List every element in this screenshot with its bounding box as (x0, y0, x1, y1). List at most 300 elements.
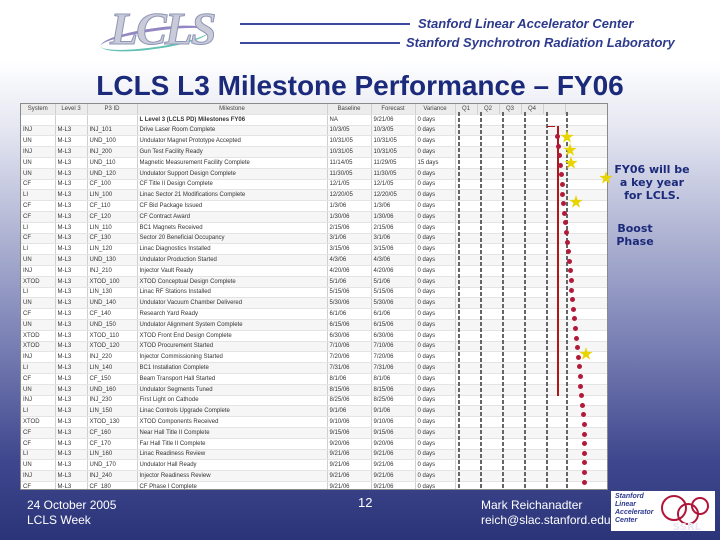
row-baseline: 7/10/06 (327, 341, 371, 352)
timeline-cell (565, 384, 607, 395)
row-variance: 0 days (415, 168, 455, 179)
row-p3-id: XTOD_110 (87, 330, 137, 341)
row-baseline: 9/21/06 (327, 460, 371, 471)
row-system: UN (21, 136, 55, 147)
milestone-marker (571, 307, 576, 312)
row-milestone: Injector Commissioning Started (137, 352, 327, 363)
row-variance: 0 days (415, 319, 455, 330)
footer-event: LCLS Week (27, 513, 91, 527)
row-variance: 0 days (415, 222, 455, 233)
milestone-marker (582, 451, 587, 456)
row-milestone: Undulator Segments Tuned (137, 384, 327, 395)
lcls-logo: LCLS (110, 3, 215, 54)
row-baseline: 9/1/06 (327, 406, 371, 417)
row-variance: 0 days (415, 125, 455, 136)
institution-line-2: Stanford Synchrotron Radiation Laboratory (406, 35, 675, 50)
row-system: XTOD (21, 276, 55, 287)
row-milestone: CF Contract Award (137, 211, 327, 222)
row-baseline: 5/15/06 (327, 287, 371, 298)
row-level: M-L3 (55, 417, 87, 428)
row-forecast: 10/31/05 (371, 136, 415, 147)
table-row[interactable] (21, 157, 607, 168)
row-level: M-L3 (55, 341, 87, 352)
row-p3-id: CF_160 (87, 427, 137, 438)
table-row[interactable] (21, 298, 607, 309)
row-level: M-L3 (55, 244, 87, 255)
row-milestone: Linac Diagnostics Installed (137, 244, 327, 255)
table-row[interactable] (21, 384, 607, 395)
table-row[interactable] (21, 276, 607, 287)
table-row[interactable] (21, 255, 607, 266)
row-milestone: Beam Transport Hall Started (137, 373, 327, 384)
row-system: INJ (21, 352, 55, 363)
row-forecast: 9/21/06 (371, 481, 415, 490)
milestone-marker (576, 355, 581, 360)
row-system: INJ (21, 265, 55, 276)
milestone-marker (557, 153, 562, 158)
table-row[interactable] (21, 265, 607, 276)
row-baseline: 8/1/06 (327, 373, 371, 384)
row-forecast: 9/21/06 (371, 460, 415, 471)
row-system: LI (21, 222, 55, 233)
row-milestone: CF Bid Package Issued (137, 201, 327, 212)
table-row[interactable] (21, 147, 607, 158)
row-forecast: 1/30/06 (371, 211, 415, 222)
table-row[interactable] (21, 211, 607, 222)
row-p3-id: CF_140 (87, 309, 137, 320)
table-row[interactable] (21, 438, 607, 449)
row-milestone: Linac Sector 21 Modifications Complete (137, 190, 327, 201)
footer-date: 24 October 2005 (27, 498, 117, 512)
row-system: UN (21, 384, 55, 395)
row-baseline: 11/30/05 (327, 168, 371, 179)
row-variance: 0 days (415, 309, 455, 320)
summary-row[interactable] (21, 114, 607, 125)
row-variance: 0 days (415, 255, 455, 266)
row-level: M-L3 (55, 319, 87, 330)
table-row[interactable] (21, 136, 607, 147)
row-milestone: BC1 Installation Complete (137, 363, 327, 374)
row-system: XTOD (21, 330, 55, 341)
row-p3-id: LIN_160 (87, 449, 137, 460)
header-rule-bottom (240, 42, 400, 44)
col-milestone[interactable]: Milestone (137, 104, 327, 114)
row-system: LI (21, 363, 55, 374)
col-system[interactable]: System (21, 104, 55, 114)
milestone-marker (582, 422, 587, 427)
row-baseline: 4/20/06 (327, 265, 371, 276)
timeline-cell (565, 211, 607, 222)
gantt-dashed-line (502, 112, 504, 489)
timeline-cell (565, 125, 607, 136)
milestone-marker (573, 326, 578, 331)
row-level: M-L3 (55, 287, 87, 298)
row-baseline: 6/1/06 (327, 309, 371, 320)
row-level: M-L3 (55, 373, 87, 384)
col-q3: Q3 (499, 104, 521, 114)
milestone-marker (564, 230, 569, 235)
row-baseline: 9/21/06 (327, 481, 371, 490)
row-system: LI (21, 406, 55, 417)
presenter-email[interactable]: reich@slac.stanford.edu (481, 513, 611, 527)
table-row[interactable] (21, 168, 607, 179)
milestone-marker (582, 480, 587, 485)
milestone-marker (575, 345, 580, 350)
fy06-callout: FY06 will be a key year for LCLS. (614, 163, 690, 202)
col-forecast[interactable]: Forecast (371, 104, 415, 114)
row-variance: 0 days (415, 330, 455, 341)
row-level: M-L3 (55, 352, 87, 363)
row-baseline: 6/15/06 (327, 319, 371, 330)
row-system: INJ (21, 125, 55, 136)
row-baseline: 12/1/05 (327, 179, 371, 190)
table-row[interactable] (21, 125, 607, 136)
row-level: M-L3 (55, 471, 87, 482)
milestone-schedule-table (20, 103, 608, 490)
row-p3-id: INJ_230 (87, 395, 137, 406)
row-milestone: Linac Controls Upgrade Complete (137, 406, 327, 417)
row-forecast: 9/21/06 (371, 471, 415, 482)
row-p3-id: LIN_130 (87, 287, 137, 298)
row-milestone: Linac RF Stations Installed (137, 287, 327, 298)
table-row[interactable] (21, 244, 607, 255)
row-p3-id: XTOD_130 (87, 417, 137, 428)
row-p3-id: INJ_220 (87, 352, 137, 363)
row-level: M-L3 (55, 438, 87, 449)
row-variance: 0 days (415, 341, 455, 352)
timeline-cell (565, 136, 607, 147)
timeline-cell (565, 319, 607, 330)
row-milestone: Undulator Production Started (137, 255, 327, 266)
col-p3-id[interactable]: P3 ID (87, 104, 137, 114)
row-system: INJ (21, 147, 55, 158)
row-forecast: 10/31/05 (371, 147, 415, 158)
row-baseline: 8/15/06 (327, 384, 371, 395)
col-variance[interactable]: Variance (415, 104, 455, 114)
gantt-dashed-line (458, 112, 460, 489)
row-level: M-L3 (55, 136, 87, 147)
row-system: INJ (21, 471, 55, 482)
schedule-body (21, 114, 607, 490)
milestone-marker (578, 374, 583, 379)
row-milestone: XTOD Conceptual Design Complete (137, 276, 327, 287)
row-milestone: Magnetic Measurement Facility Complete (137, 157, 327, 168)
milestone-marker (556, 144, 561, 149)
row-milestone: Research Yard Ready (137, 309, 327, 320)
table-row[interactable] (21, 417, 607, 428)
row-milestone: Undulator Alignment System Complete (137, 319, 327, 330)
row-p3-id: CF_170 (87, 438, 137, 449)
row-baseline: 11/14/05 (327, 157, 371, 168)
row-milestone: Far Hall Title II Complete (137, 438, 327, 449)
row-milestone: Gun Test Facility Ready (137, 147, 327, 158)
col-gantt-b (565, 104, 607, 114)
row-variance: 0 days (415, 265, 455, 276)
row-milestone: XTOD Procurement Started (137, 341, 327, 352)
row-forecast: 5/1/06 (371, 276, 415, 287)
gantt-dashed-line (566, 112, 568, 489)
row-p3-id: UND_140 (87, 298, 137, 309)
row-level: M-L3 (55, 190, 87, 201)
gantt-dashed-line (546, 112, 548, 489)
row-level: M-L3 (55, 406, 87, 417)
table-row[interactable] (21, 363, 607, 374)
row-forecast: 12/1/05 (371, 179, 415, 190)
row-p3-id: INJ_101 (87, 125, 137, 136)
row-variance: 15 days (415, 157, 455, 168)
timeline-cell (565, 395, 607, 406)
summary-forecast: 9/21/06 (371, 114, 415, 125)
row-level: M-L3 (55, 481, 87, 490)
row-p3-id: XTOD_100 (87, 276, 137, 287)
row-variance: 0 days (415, 395, 455, 406)
row-variance: 0 days (415, 276, 455, 287)
row-level: M-L3 (55, 330, 87, 341)
row-level: M-L3 (55, 449, 87, 460)
timeline-cell (565, 114, 607, 125)
row-forecast: 6/1/06 (371, 309, 415, 320)
table-row[interactable] (21, 309, 607, 320)
milestone-marker (558, 163, 563, 168)
milestone-marker (565, 240, 570, 245)
milestone-marker (566, 249, 571, 254)
row-forecast: 10/3/05 (371, 125, 415, 136)
row-baseline: 1/3/06 (327, 201, 371, 212)
row-level: M-L3 (55, 395, 87, 406)
row-level: M-L3 (55, 179, 87, 190)
row-forecast: 7/20/06 (371, 352, 415, 363)
row-system: CF (21, 211, 55, 222)
row-system: LI (21, 449, 55, 460)
row-variance: 0 days (415, 147, 455, 158)
table-row[interactable] (21, 319, 607, 330)
slide-header (0, 0, 720, 62)
summary-baseline: NA (327, 114, 371, 125)
row-forecast: 8/25/06 (371, 395, 415, 406)
row-level: M-L3 (55, 222, 87, 233)
row-level: M-L3 (55, 125, 87, 136)
row-milestone: Sector 20 Beneficial Occupancy (137, 233, 327, 244)
table-row[interactable] (21, 373, 607, 384)
row-milestone: Linac Readiness Review (137, 449, 327, 460)
table-row[interactable] (21, 481, 607, 490)
row-system: LI (21, 190, 55, 201)
row-forecast: 1/3/06 (371, 201, 415, 212)
summary-system (21, 114, 55, 125)
table-row[interactable] (21, 341, 607, 352)
row-forecast: 9/1/06 (371, 406, 415, 417)
milestone-marker (555, 134, 560, 139)
row-level: M-L3 (55, 298, 87, 309)
row-baseline: 10/31/05 (327, 147, 371, 158)
row-p3-id: CF_130 (87, 233, 137, 244)
row-system: UN (21, 319, 55, 330)
milestone-marker (580, 403, 585, 408)
col-baseline[interactable]: Baseline (327, 104, 371, 114)
summary-variance: 0 days (415, 114, 455, 125)
timeline-cell (565, 363, 607, 374)
timeline-cell (565, 201, 607, 212)
table-row[interactable] (21, 233, 607, 244)
row-forecast: 11/29/05 (371, 157, 415, 168)
row-level: M-L3 (55, 363, 87, 374)
row-system: XTOD (21, 341, 55, 352)
row-variance: 0 days (415, 471, 455, 482)
row-forecast: 9/10/06 (371, 417, 415, 428)
row-variance: 0 days (415, 417, 455, 428)
page-number: 12 (358, 495, 373, 510)
row-level: M-L3 (55, 309, 87, 320)
row-system: LI (21, 287, 55, 298)
table-row[interactable] (21, 222, 607, 233)
ssrl-ring-icon (691, 497, 709, 515)
table-row[interactable] (21, 287, 607, 298)
slide-title: LCLS L3 Milestone Performance – FY06 (96, 70, 624, 101)
row-baseline: 3/15/06 (327, 244, 371, 255)
row-variance: 0 days (415, 384, 455, 395)
row-p3-id: XTOD_120 (87, 341, 137, 352)
table-row[interactable] (21, 201, 607, 212)
timeline-cell (565, 168, 607, 179)
schedule-header-row (21, 104, 607, 114)
row-milestone: Injector Vault Ready (137, 265, 327, 276)
table-row[interactable] (21, 352, 607, 363)
col-q2: Q2 (477, 104, 499, 114)
row-variance: 0 days (415, 244, 455, 255)
row-baseline: 3/1/06 (327, 233, 371, 244)
table-row[interactable] (21, 406, 607, 417)
row-baseline: 9/15/06 (327, 427, 371, 438)
row-variance: 0 days (415, 211, 455, 222)
table-row[interactable] (21, 460, 607, 471)
row-variance: 0 days (415, 460, 455, 471)
row-forecast: 12/20/05 (371, 190, 415, 201)
row-p3-id: INJ_210 (87, 265, 137, 276)
row-forecast: 7/10/06 (371, 341, 415, 352)
row-level: M-L3 (55, 384, 87, 395)
row-system: INJ (21, 395, 55, 406)
row-milestone: Undulator Hall Ready (137, 460, 327, 471)
table-row[interactable] (21, 190, 607, 201)
row-baseline: 6/30/06 (327, 330, 371, 341)
row-variance: 0 days (415, 449, 455, 460)
row-level: M-L3 (55, 427, 87, 438)
milestone-marker (582, 432, 587, 437)
row-forecast: 9/15/06 (371, 427, 415, 438)
timeline-cell (565, 406, 607, 417)
status-date-tick (547, 126, 555, 127)
row-baseline: 5/1/06 (327, 276, 371, 287)
row-milestone: First Light on Cathode (137, 395, 327, 406)
row-system: LI (21, 244, 55, 255)
row-forecast: 6/15/06 (371, 319, 415, 330)
row-p3-id: UND_170 (87, 460, 137, 471)
header-rule-top (240, 23, 410, 25)
table-row[interactable] (21, 395, 607, 406)
row-p3-id: INJ_240 (87, 471, 137, 482)
row-system: CF (21, 309, 55, 320)
row-forecast: 4/20/06 (371, 265, 415, 276)
milestone-marker (567, 259, 572, 264)
row-variance: 0 days (415, 352, 455, 363)
row-milestone: Undulator Vacuum Chamber Delivered (137, 298, 327, 309)
summary-id (87, 114, 137, 125)
row-p3-id: UND_130 (87, 255, 137, 266)
row-baseline: 8/25/06 (327, 395, 371, 406)
summary-milestone: L Level 3 (LCLS PD) Milestones FY06 (137, 114, 327, 125)
row-baseline: 9/10/06 (327, 417, 371, 428)
row-level: M-L3 (55, 168, 87, 179)
row-variance: 0 days (415, 136, 455, 147)
row-forecast: 9/21/06 (371, 449, 415, 460)
row-milestone: Undulator Support Design Complete (137, 168, 327, 179)
table-row[interactable] (21, 449, 607, 460)
table-row[interactable] (21, 471, 607, 482)
row-milestone: Injector Readiness Review (137, 471, 327, 482)
gantt-dashed-line (480, 112, 482, 489)
row-variance: 0 days (415, 233, 455, 244)
row-system: CF (21, 438, 55, 449)
row-level: M-L3 (55, 460, 87, 471)
row-system: CF (21, 427, 55, 438)
row-milestone: CF Phase I Complete (137, 481, 327, 490)
table-row[interactable] (21, 179, 607, 190)
row-forecast: 4/3/06 (371, 255, 415, 266)
milestone-marker (574, 336, 579, 341)
row-variance: 0 days (415, 201, 455, 212)
timeline-cell (565, 244, 607, 255)
row-system: CF (21, 233, 55, 244)
row-baseline: 7/31/06 (327, 363, 371, 374)
col-q1: Q1 (455, 104, 477, 114)
row-level: M-L3 (55, 201, 87, 212)
slac-logo-text: Stanford Linear Accelerator Center (615, 493, 654, 524)
col-q4: Q4 (521, 104, 543, 114)
row-level: M-L3 (55, 147, 87, 158)
table-row[interactable] (21, 330, 607, 341)
table-row[interactable] (21, 427, 607, 438)
row-system: UN (21, 157, 55, 168)
row-baseline: 9/20/06 (327, 438, 371, 449)
row-system: UN (21, 460, 55, 471)
row-baseline: 10/3/05 (327, 125, 371, 136)
row-variance: 0 days (415, 287, 455, 298)
milestone-marker (569, 278, 574, 283)
row-variance: 0 days (415, 179, 455, 190)
row-forecast: 3/1/06 (371, 233, 415, 244)
row-variance: 0 days (415, 406, 455, 417)
row-p3-id: LIN_110 (87, 222, 137, 233)
row-milestone: Near Hall Title II Complete (137, 427, 327, 438)
col-level[interactable]: Level 3 (55, 104, 87, 114)
row-p3-id: CF_100 (87, 179, 137, 190)
row-level: M-L3 (55, 157, 87, 168)
row-milestone: Drive Laser Room Complete (137, 125, 327, 136)
row-p3-id: INJ_200 (87, 147, 137, 158)
row-variance: 0 days (415, 298, 455, 309)
milestone-marker (560, 182, 565, 187)
row-variance: 0 days (415, 190, 455, 201)
timeline-cell (565, 190, 607, 201)
row-p3-id: LIN_100 (87, 190, 137, 201)
row-level: M-L3 (55, 276, 87, 287)
row-p3-id: UND_150 (87, 319, 137, 330)
timeline-cell (565, 179, 607, 190)
row-variance: 0 days (415, 438, 455, 449)
row-system: UN (21, 168, 55, 179)
row-baseline: 1/30/06 (327, 211, 371, 222)
row-baseline: 2/15/06 (327, 222, 371, 233)
